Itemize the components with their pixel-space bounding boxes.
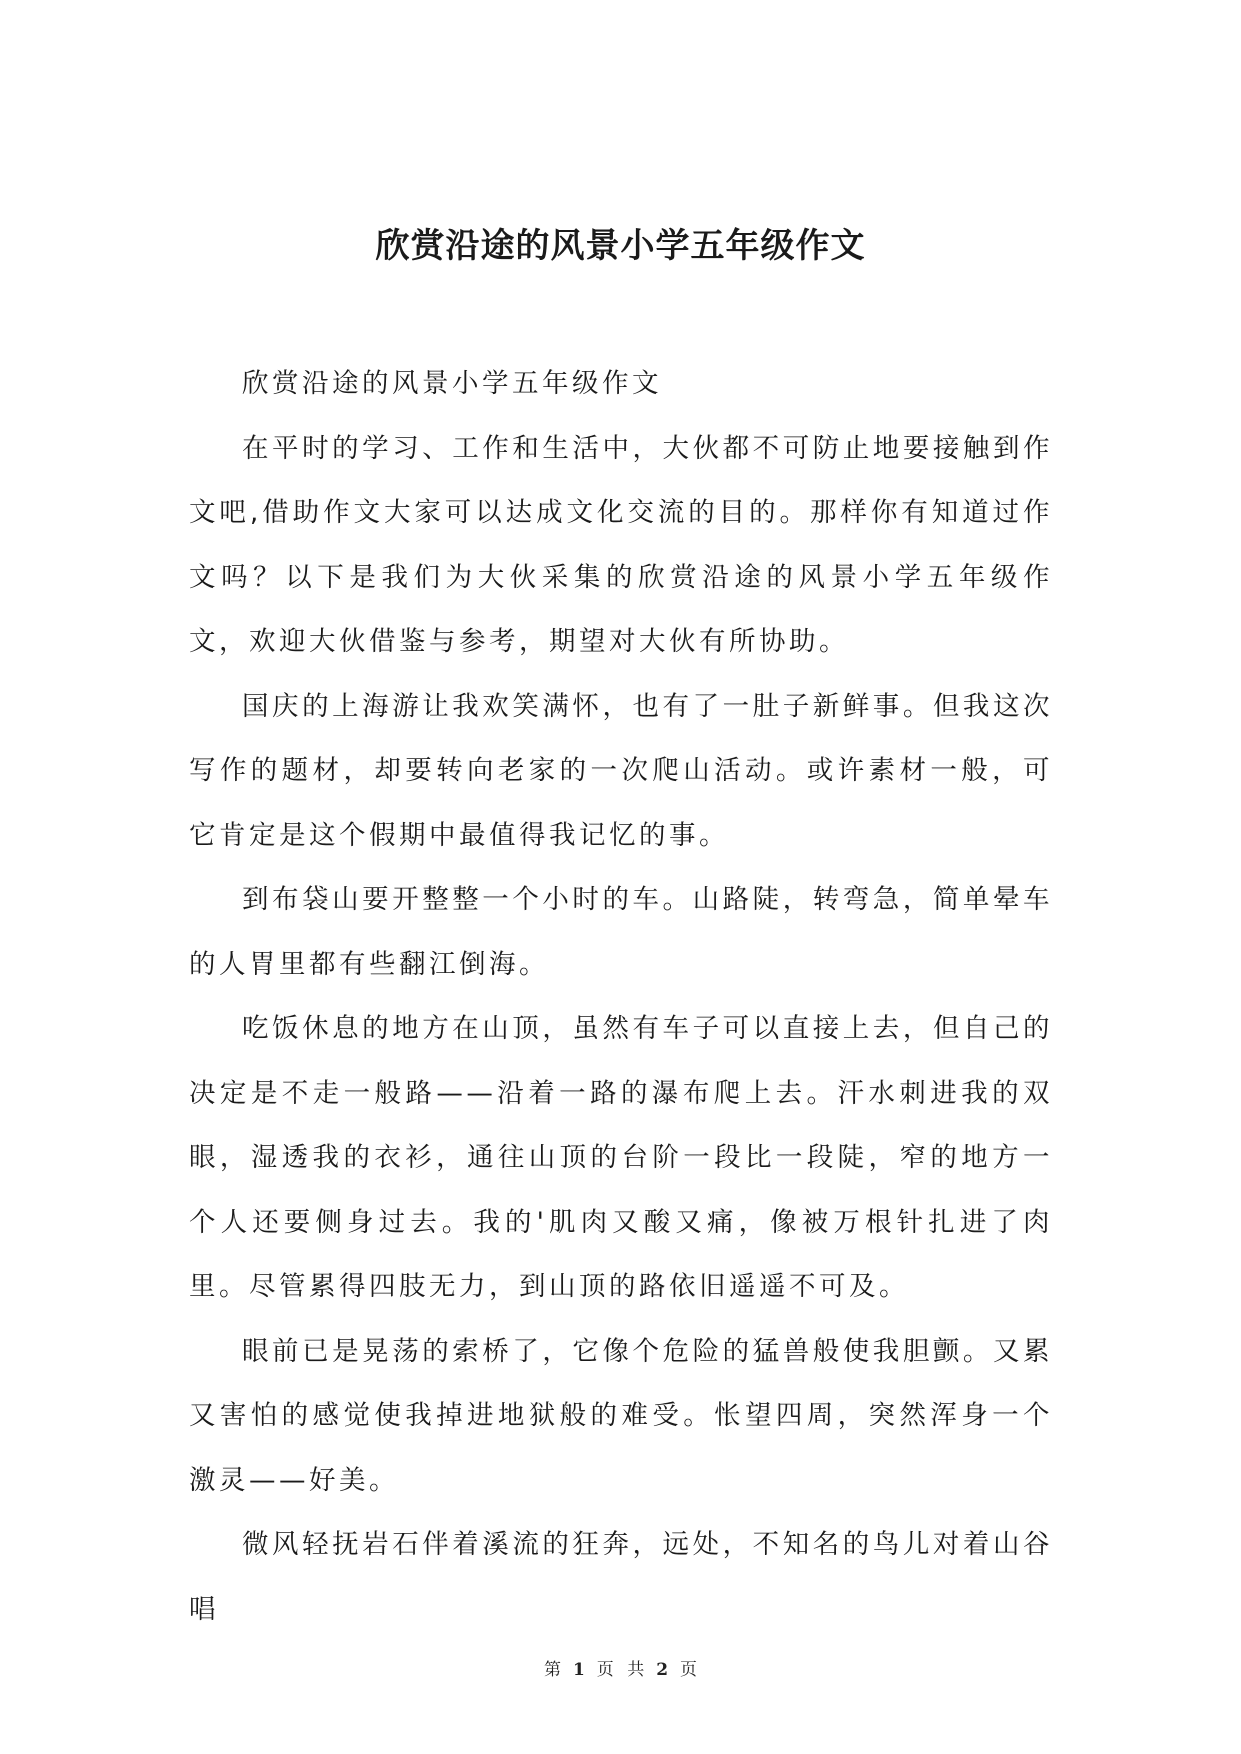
footer-page-word: 第 [543,1660,561,1680]
paragraph: 眼前已是晃荡的索桥了，它像个危险的猛兽般使我胆颤。又累又害怕的感觉使我掉进地狱般的难受。怅望四周，突然浑身一个激灵——好美。 [189,1335,1053,1496]
paragraph: 到布袋山要开整整一个小时的车。山路陡，转弯急，简单晕车的人胃里都有些翻江倒海。 [189,884,1053,980]
footer-page-word: 页 [596,1660,614,1680]
footer-current-page: 1 [572,1660,585,1680]
paragraph: 欣赏沿途的风景小学五年级作文 [242,368,662,399]
paragraph: 国庆的上海游让我欢笑满怀，也有了一肚子新鲜事。但我这次写作的题材，却要转向老家的一次爬山活动。或许素材一般，可它肯定是这个假期中最值得我记忆的事。 [189,690,1053,851]
paragraph: 在平时的学习、工作和生活中，大伙都不可防止地要接触到作文吧,借助作文大家可以达成文化交流的目的。那样你有知道过作文吗？以下是我们为大伙采集的欣赏沿途的风景小学五年级作文，欢迎大伙借鉴与参考，期望对大伙有所协助。 [189,432,1053,657]
page-footer [0,1658,1241,1682]
document-body [189,352,1053,1642]
document-title: 欣赏沿途的风景小学五年级作文 [375,226,866,266]
footer-total-word: 共 [627,1660,645,1680]
paragraph: 吃饭休息的地方在山顶，虽然有车子可以直接上去，但自己的决定是不走一般路——沿着一路的瀑布爬上去。汗水刺进我的双眼，湿透我的衣衫，通往山顶的台阶一段比一段陡，窄的地方一个人还要侧身过去。我的'肌肉又酸又痛，像被万根针扎进了肉里。尽管累得四肢无力，到山顶的路依旧遥遥不可及。 [189,1013,1053,1302]
footer-page-word: 页 [680,1660,698,1680]
footer-total-pages: 2 [656,1660,669,1680]
paragraph: 微风轻抚岩石伴着溪流的狂奔，远处，不知名的鸟儿对着山谷唱 [189,1529,1053,1625]
